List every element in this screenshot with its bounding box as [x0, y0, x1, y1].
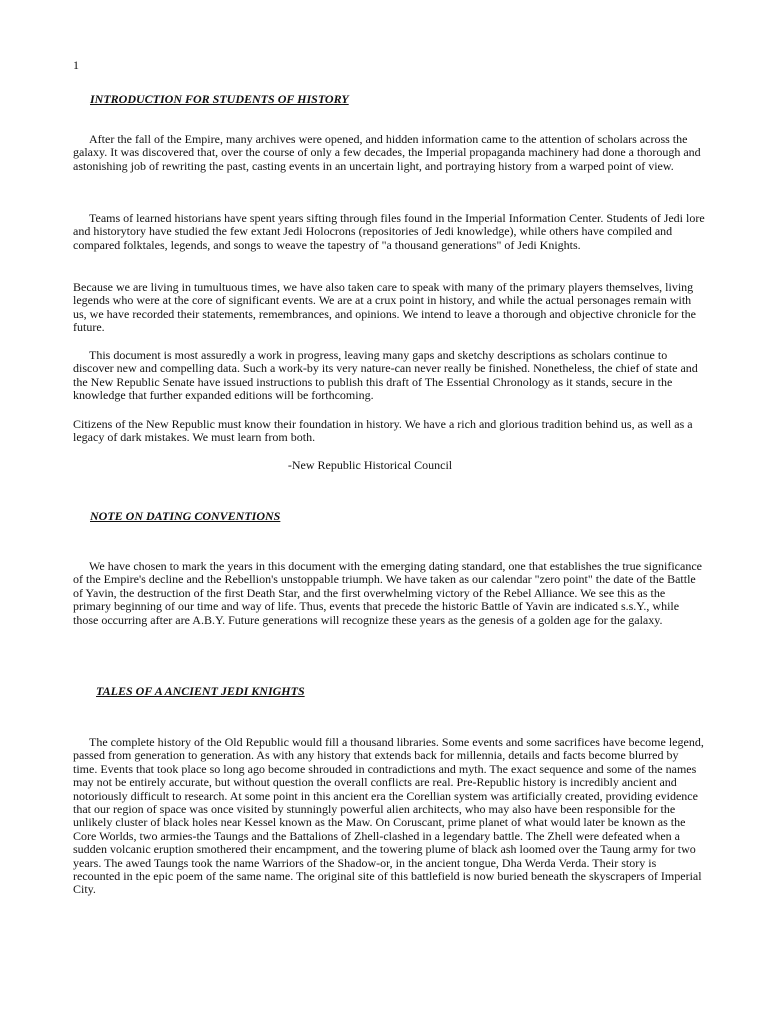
dating-heading: NOTE ON DATING CONVENTIONS [90, 509, 281, 523]
intro-paragraph-5: Citizens of the New Republic must know their foundation in history. We have a rich and glorious tradition behind us, as well as a legacy of dark mistakes. We must learn from both. [73, 417, 693, 445]
intro-paragraph-1: After the fall of the Empire, many archives were opened, and hidden information came to the attention of scholars across the galaxy. It was discovered that, over the course of only a few decades, the Imperial propaganda machinery had done a thorough and astonishing job of rewriting the past, casting events in an uncertain light, and portraying history from a warped point of view. [73, 132, 701, 173]
intro-signature: -New Republic Historical Council [287, 458, 453, 472]
page-number: 1 [73, 58, 79, 72]
intro-paragraph-2: Teams of learned historians have spent years sifting through files found in the Imperial Information Center. Students of Jedi lore and historytory have studied the few extant Jedi Holocrons (repositories of Jedi knowledge), while others have compiled and compared folktales, legends, and songs to weave the tapestry of "a thousand generations" of Jedi Knights. [73, 211, 705, 252]
intro-paragraph-3: Because we are living in tumultuous times, we have also taken care to speak with many of the primary players themselves, living legends who were at the core of significant events. We are at a crux point in history, and while the actual personages remain with us, we have recorded their statements, remembrances, and opinions. We intend to leave a thorough and objective chronicle for the future. [73, 280, 696, 335]
tales-paragraph: The complete history of the Old Republic would fill a thousand libraries. Some events and some sacrifices have become legend, passed from generation to generation. As with any history that extends back for millennia, details and facts become blurred by time. Events that took place so long ago become shrouded in contradictions and myth. The exact sequence and some of the names may not be entirely accurate, but without question the overall conflicts are real. Pre-Republic history is incredibly ancient and notoriously difficult to research. At some point in this ancient era the Corellian system was artificially created, providing evidence that our region of space was once visited by stunningly powerful alien architects, who may also have been responsible for the unlikely cluster of black holes near Kessel known as the Maw. On Coruscant, prime planet of what would later be known as the Core Worlds, two armies-the Taungs and the Battalions of Zhell-clashed in a legendary battle. The Zhell were defeated when a sudden volcanic eruption smothered their encampment, and the towering plume of black ash loomed over the Taung army for two years. The awed Taungs took the name Warriors of the Shadow-or, in the ancient tongue, Dha Werda Verda. Their story is recounted in the epic poem of the same name. The original site of this battlefield is now buried beneath the skyscrapers of Imperial City. [73, 735, 704, 897]
intro-paragraph-4: This document is most assuredly a work in progress, leaving many gaps and sketchy descriptions as scholars continue to discover new and compelling data. Such a work-by its very nature-can never really be finished. Nonetheless, the chief of state and the New Republic Senate have issued instructions to publish this draft of The Essential Chronology as it stands, secure in the knowledge that further expanded editions will be forthcoming. [73, 348, 698, 403]
intro-heading: INTRODUCTION FOR STUDENTS OF HISTORY [90, 92, 349, 106]
dating-paragraph: We have chosen to mark the years in this document with the emerging dating standard, one that establishes the true significance of the Empire's decline and the Rebellion's unstoppable triumph. We have taken as our calendar "zero point" the date of the Battle of Yavin, the destruction of the first Death Star, and the first overwhelming victory of the Rebel Alliance. We see this as the primary beginning of our time and way of life. Thus, events that precede the historic Battle of Yavin are indicated s.s.Y., while those occurring after are A.B.Y. Future generations will recognize these years as the genesis of a golden age for the galaxy. [73, 559, 702, 627]
tales-heading: TALES OF A ANCIENT JEDI KNIGHTS [96, 684, 305, 698]
